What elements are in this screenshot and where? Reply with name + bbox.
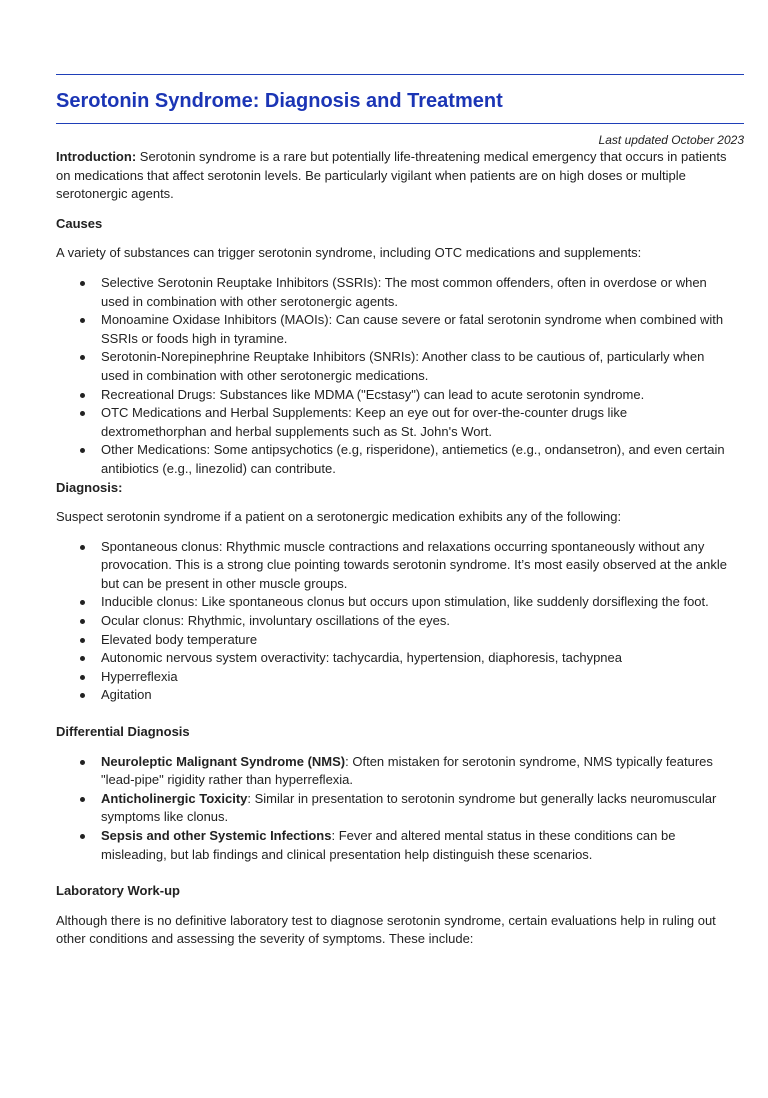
list-item-text: : Fever and altered mental status in these conditions can be misleading, but lab findings and clinical presentation help distinguish these scenarios.: [101, 828, 676, 862]
list-item: [56, 593, 728, 612]
last-updated: Last updated October 2023: [598, 133, 744, 147]
causes-list: [56, 274, 728, 479]
document-page: [0, 74, 768, 949]
title-bottom-rule: [56, 123, 744, 124]
intro-paragraph: [56, 148, 728, 204]
bullet-icon: [80, 318, 85, 323]
bullet-icon: [80, 834, 85, 839]
bullet-icon: [80, 619, 85, 624]
list-item-text: Hyperreflexia: [101, 668, 178, 684]
differential-list: [56, 753, 728, 865]
bullet-icon: [80, 693, 85, 698]
list-item: [56, 311, 728, 348]
list-item: [56, 386, 728, 405]
bullet-icon: [80, 600, 85, 605]
list-item: [56, 404, 728, 441]
list-item-text: Other Medications: Some antipsychotics (e.g, risperidone), antiemetics (e.g., ondansetron), and even certain antibiotics (e.g., linezolid) can contribute.: [101, 442, 725, 476]
intro-text: Serotonin syndrome is a rare but potentially life-threatening medical emergency that occurs in patients on medications that affect serotonin levels. Be particularly vigilant when patients are on high doses or multiple serotonergic agents.: [56, 149, 727, 202]
list-item-text: Spontaneous clonus: Rhythmic muscle contractions and relaxations occurring spontaneously without any provocation. This is a strong clue pointing towards serotonin syndrome. It’s most easily observed at the ankle but can be present in other muscle groups.: [101, 538, 728, 591]
list-item: [56, 274, 728, 311]
list-item: [56, 668, 728, 687]
list-item: [56, 649, 728, 668]
causes-lead: A variety of substances can trigger serotonin syndrome, including OTC medications and supplements:: [56, 245, 642, 261]
list-item: [56, 753, 728, 790]
bullet-icon: [80, 281, 85, 286]
bullet-icon: [80, 797, 85, 802]
list-item-term: Neuroleptic Malignant Syndrome (NMS): [101, 753, 346, 769]
list-item-text: Ocular clonus: Rhythmic, involuntary oscillations of the eyes.: [101, 613, 450, 629]
title-top-rule: [56, 74, 744, 75]
list-item-text: : Often mistaken for serotonin syndrome, NMS typically features "lead-pipe" rigidity rather than hyperreflexia.: [101, 753, 713, 788]
diagnosis-lead: Suspect serotonin syndrome if a patient on a serotonergic medication exhibits any of the following:: [56, 509, 622, 525]
list-item-term: Anticholinergic Toxicity: [101, 790, 248, 806]
intro-label: Introduction:: [56, 149, 137, 164]
list-item-text: Selective Serotonin Reuptake Inhibitors (SSRIs): The most common offenders, often in overdose or when used in combination with other serotonergic agents.: [101, 274, 707, 309]
list-item: [56, 827, 728, 864]
list-item-text: Autonomic nervous system overactivity: tachycardia, hypertension, diaphoresis, tachypnea: [101, 650, 622, 666]
causes-heading: Causes: [56, 215, 103, 231]
list-item: [56, 441, 728, 478]
list-item-text: Serotonin-Norepinephrine Reuptake Inhibitors (SNRIs): Another class to be cautious of, particularly when used in combination with other serotonergic medications.: [101, 349, 705, 383]
bullet-icon: [80, 656, 85, 661]
list-item-text: OTC Medications and Herbal Supplements: Keep an eye out for over-the-counter drugs like dextromethorphan and herbal supplements such as St. John's Wort.: [101, 405, 628, 439]
bullet-icon: [80, 448, 85, 453]
list-item-text: Agitation: [101, 687, 152, 703]
list-item: [56, 348, 728, 385]
list-item-text: Monoamine Oxidase Inhibitors (MAOIs): Can cause severe or fatal serotonin syndrome when combined with SSRIs or foods high in tyramine.: [101, 312, 724, 346]
list-item: [56, 686, 728, 705]
bullet-icon: [80, 393, 85, 398]
list-item-text: : Similar in presentation to serotonin syndrome but generally lacks neuromuscular symptoms like clonus.: [101, 790, 717, 825]
bullet-icon: [80, 355, 85, 360]
list-item-text: Elevated body temperature: [101, 631, 258, 647]
bullet-icon: [80, 760, 85, 765]
bullet-icon: [80, 675, 85, 680]
lab-lead: Although there is no definitive laboratory test to diagnose serotonin syndrome, certain evaluations help in ruling out other conditions and assessing the severity of symptoms. These include:: [56, 912, 716, 947]
differential-heading: Differential Diagnosis: [56, 724, 190, 740]
list-item: [56, 790, 728, 827]
page-title: Serotonin Syndrome: Diagnosis and Treatment: [56, 90, 503, 112]
list-item: [56, 631, 728, 650]
lab-heading: Laboratory Work-up: [56, 883, 180, 899]
bullet-icon: [80, 411, 85, 416]
list-item: [56, 538, 728, 594]
diagnosis-heading: Diagnosis:: [56, 479, 123, 495]
diagnosis-list: [56, 538, 728, 705]
list-item-term: Sepsis and other Systemic Infections: [101, 828, 332, 843]
list-item-text: Recreational Drugs: Substances like MDMA ("Ecstasy") can lead to acute serotonin syndrome.: [101, 386, 645, 402]
list-item-text: Inducible clonus: Like spontaneous clonus but occurs upon stimulation, like suddenly dorsiflexing the foot.: [101, 594, 709, 610]
bullet-icon: [80, 638, 85, 643]
bullet-icon: [80, 545, 85, 550]
list-item: [56, 612, 728, 631]
